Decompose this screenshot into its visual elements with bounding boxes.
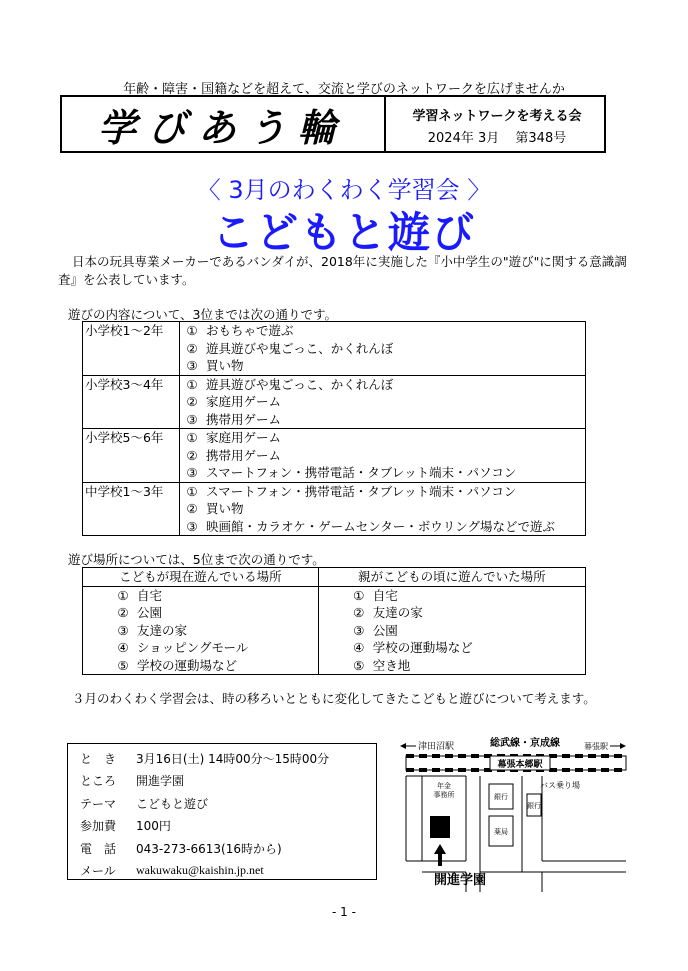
table-row [83,322,586,376]
ranking-item [182,500,583,518]
school-building [430,816,450,838]
ranking-cell [180,322,586,376]
rank-number: ① [353,587,365,603]
rank-number: ③ [186,518,198,534]
rank-number: ④ [353,640,365,655]
closing-paragraph: ３月のわくわく学習会は、時の移ろいとともに変化してきたこどもと遊びについて考えます。 [72,691,596,706]
rank-number: ③ [186,358,198,373]
rank-number: ③ [353,622,365,638]
place-text: 公園 [137,605,163,620]
rank-number: ② [186,340,198,356]
map-right-station: 幕張駅 [584,742,608,751]
rank-number: ③ [186,411,198,427]
info-row [80,747,376,770]
info-value: 開進学園 [136,774,185,789]
rank-number: ① [117,587,129,603]
rank-number: ② [117,605,129,620]
right-arrowhead-icon [620,743,626,749]
issue-date: 2024年 3月 [427,131,500,146]
place-item [113,622,318,640]
rank-number: ② [186,501,198,516]
ranking-item [182,429,583,447]
map-bank1: 銀行 [494,793,508,801]
issue-info [392,127,602,146]
place-header-children: こどもが現在遊んでいる場所 [83,568,319,587]
info-key: と き [80,751,117,766]
map-bus-stop: バス乗り場 [540,781,580,790]
rank-number: ① [186,376,198,392]
grade-cell: 中学校1～3年 [83,482,180,536]
info-value: 3月16日(土) 14時00分～15時00分 [136,751,330,766]
map-center-station: 幕張本郷駅 [497,760,543,770]
info-value: 100円 [136,819,171,834]
place-text: 学校の運動場など [137,657,238,673]
place-text: 公園 [372,622,398,638]
place-item [113,639,318,657]
map-bank2: 銀行 [527,802,541,810]
tagline: 年齢・障害・国籍などを超えて、交流と学びのネットワークを広げませんか [123,82,565,97]
table-row [83,482,586,536]
newsletter-logo: 学びあう輪 [62,97,386,151]
ranking-item [182,411,583,429]
info-row [80,837,376,860]
children-places [83,586,319,675]
page-number: - 1 - [332,905,356,919]
organization-name: 学習ネットワークを考える会 [412,109,582,124]
rank-number: ① [186,430,198,445]
rank-text: 買い物 [206,501,244,516]
place-item [113,657,318,675]
rank-text: 映画館・カラオケ・ゲームセンター・ボウリング場などで遊ぶ [206,518,556,534]
place-text: 空き地 [372,657,411,673]
info-key: 参加費 [80,819,117,834]
rank-text: おもちゃで遊ぶ [206,323,294,338]
event-subtitle: 〈 3月のわくわく学習会 〉 [196,176,492,204]
play-content-table [82,321,586,536]
place-text: 自宅 [372,587,398,603]
info-key: ところ [80,774,117,789]
rank-number: ② [186,394,198,409]
ranking-cell [180,375,586,429]
grade-cell: 小学校3～4年 [83,375,180,429]
place-item [349,639,585,657]
info-value: こどもと遊び [136,796,209,811]
place-text: ショッピングモール [137,640,249,655]
rank-text: スマートフォン・携帯電話・タブレット端末・パソコン [206,465,517,480]
left-arrowhead-icon [400,743,406,749]
info-key: メール [80,864,116,879]
rank-number: ② [353,605,365,620]
rank-number: ① [186,323,198,338]
ranking-item [182,357,583,375]
map-pension-office: 年金事務所 [433,782,455,799]
info-row [80,792,376,815]
ranking-cell [180,429,586,483]
rank-number: ⑤ [353,657,365,673]
ranking-item [182,376,583,394]
map-line-name: 総武線・京成線 [490,738,560,749]
table-row [83,429,586,483]
info-row [80,770,376,793]
info-row [80,860,376,883]
info-key: 電 話 [80,841,117,856]
rank-number: ② [186,447,198,463]
content-table-label: 遊びの内容について、3位までは次の通りです。 [68,307,337,322]
ranking-item [182,518,583,536]
rank-text: 買い物 [206,358,244,373]
place-text: 自宅 [137,587,163,603]
place-item [113,587,318,605]
place-item [113,604,318,622]
issue-number: 第348号 [515,131,567,146]
intro-paragraph: 日本の玩具専業メーカーであるバンダイが、2018年に実施した『小中学生の"遊び"に関する意識調査』を公表しています。 [58,254,627,287]
place-text: 学校の運動場など [372,640,473,655]
up-arrow-icon [434,844,446,866]
rank-number: ④ [117,640,129,655]
ranking-item [182,447,583,465]
info-key: テーマ [80,796,117,811]
event-title: こどもと遊び [211,208,476,257]
rank-number: ① [186,483,198,499]
event-info-box [67,743,377,880]
grade-cell: 小学校5～6年 [83,429,180,483]
rank-text: 携帯用ゲーム [206,447,282,463]
ranking-item [182,464,583,482]
info-value: 043-273-6613(16時から) [136,841,282,856]
access-map [392,736,628,892]
rank-number: ⑤ [117,657,129,673]
ranking-item [182,340,583,358]
ranking-item [182,393,583,411]
rank-text: 携帯用ゲーム [206,411,282,427]
place-text: 友達の家 [137,622,188,638]
play-place-table [82,567,586,675]
ranking-item [182,322,583,340]
map-pharmacy: 薬局 [494,828,508,836]
ranking-item [182,483,583,501]
rank-text: 遊具遊びや鬼ごっこ、かくれんぼ [206,376,394,392]
place-text: 友達の家 [372,605,423,620]
rank-number: ③ [186,465,198,480]
grade-cell: 小学校1～2年 [83,322,180,376]
newsletter-header [60,95,606,153]
rank-text: スマートフォン・携帯電話・タブレット端末・パソコン [206,483,517,499]
map-school: 開進学園 [434,873,487,888]
map-left-station: 津田沼駅 [418,742,455,752]
place-item [349,587,585,605]
rank-text: 家庭用ゲーム [206,430,282,445]
place-item [349,604,585,622]
place-table-label: 遊び場所については、5位まで次の通りです。 [68,552,325,567]
place-item [349,657,585,675]
rank-number: ③ [117,622,129,638]
rank-text: 家庭用ゲーム [206,394,282,409]
table-row [83,375,586,429]
ranking-cell [180,482,586,536]
rank-text: 遊具遊びや鬼ごっこ、かくれんぼ [206,340,394,356]
place-header-parents: 親がこどもの頃に遊んでいた場所 [318,568,585,587]
info-row [80,815,376,838]
parent-places [318,586,585,675]
info-value[interactable]: wakuwaku@kaishin.jp.net [136,863,264,878]
place-item [349,622,585,640]
